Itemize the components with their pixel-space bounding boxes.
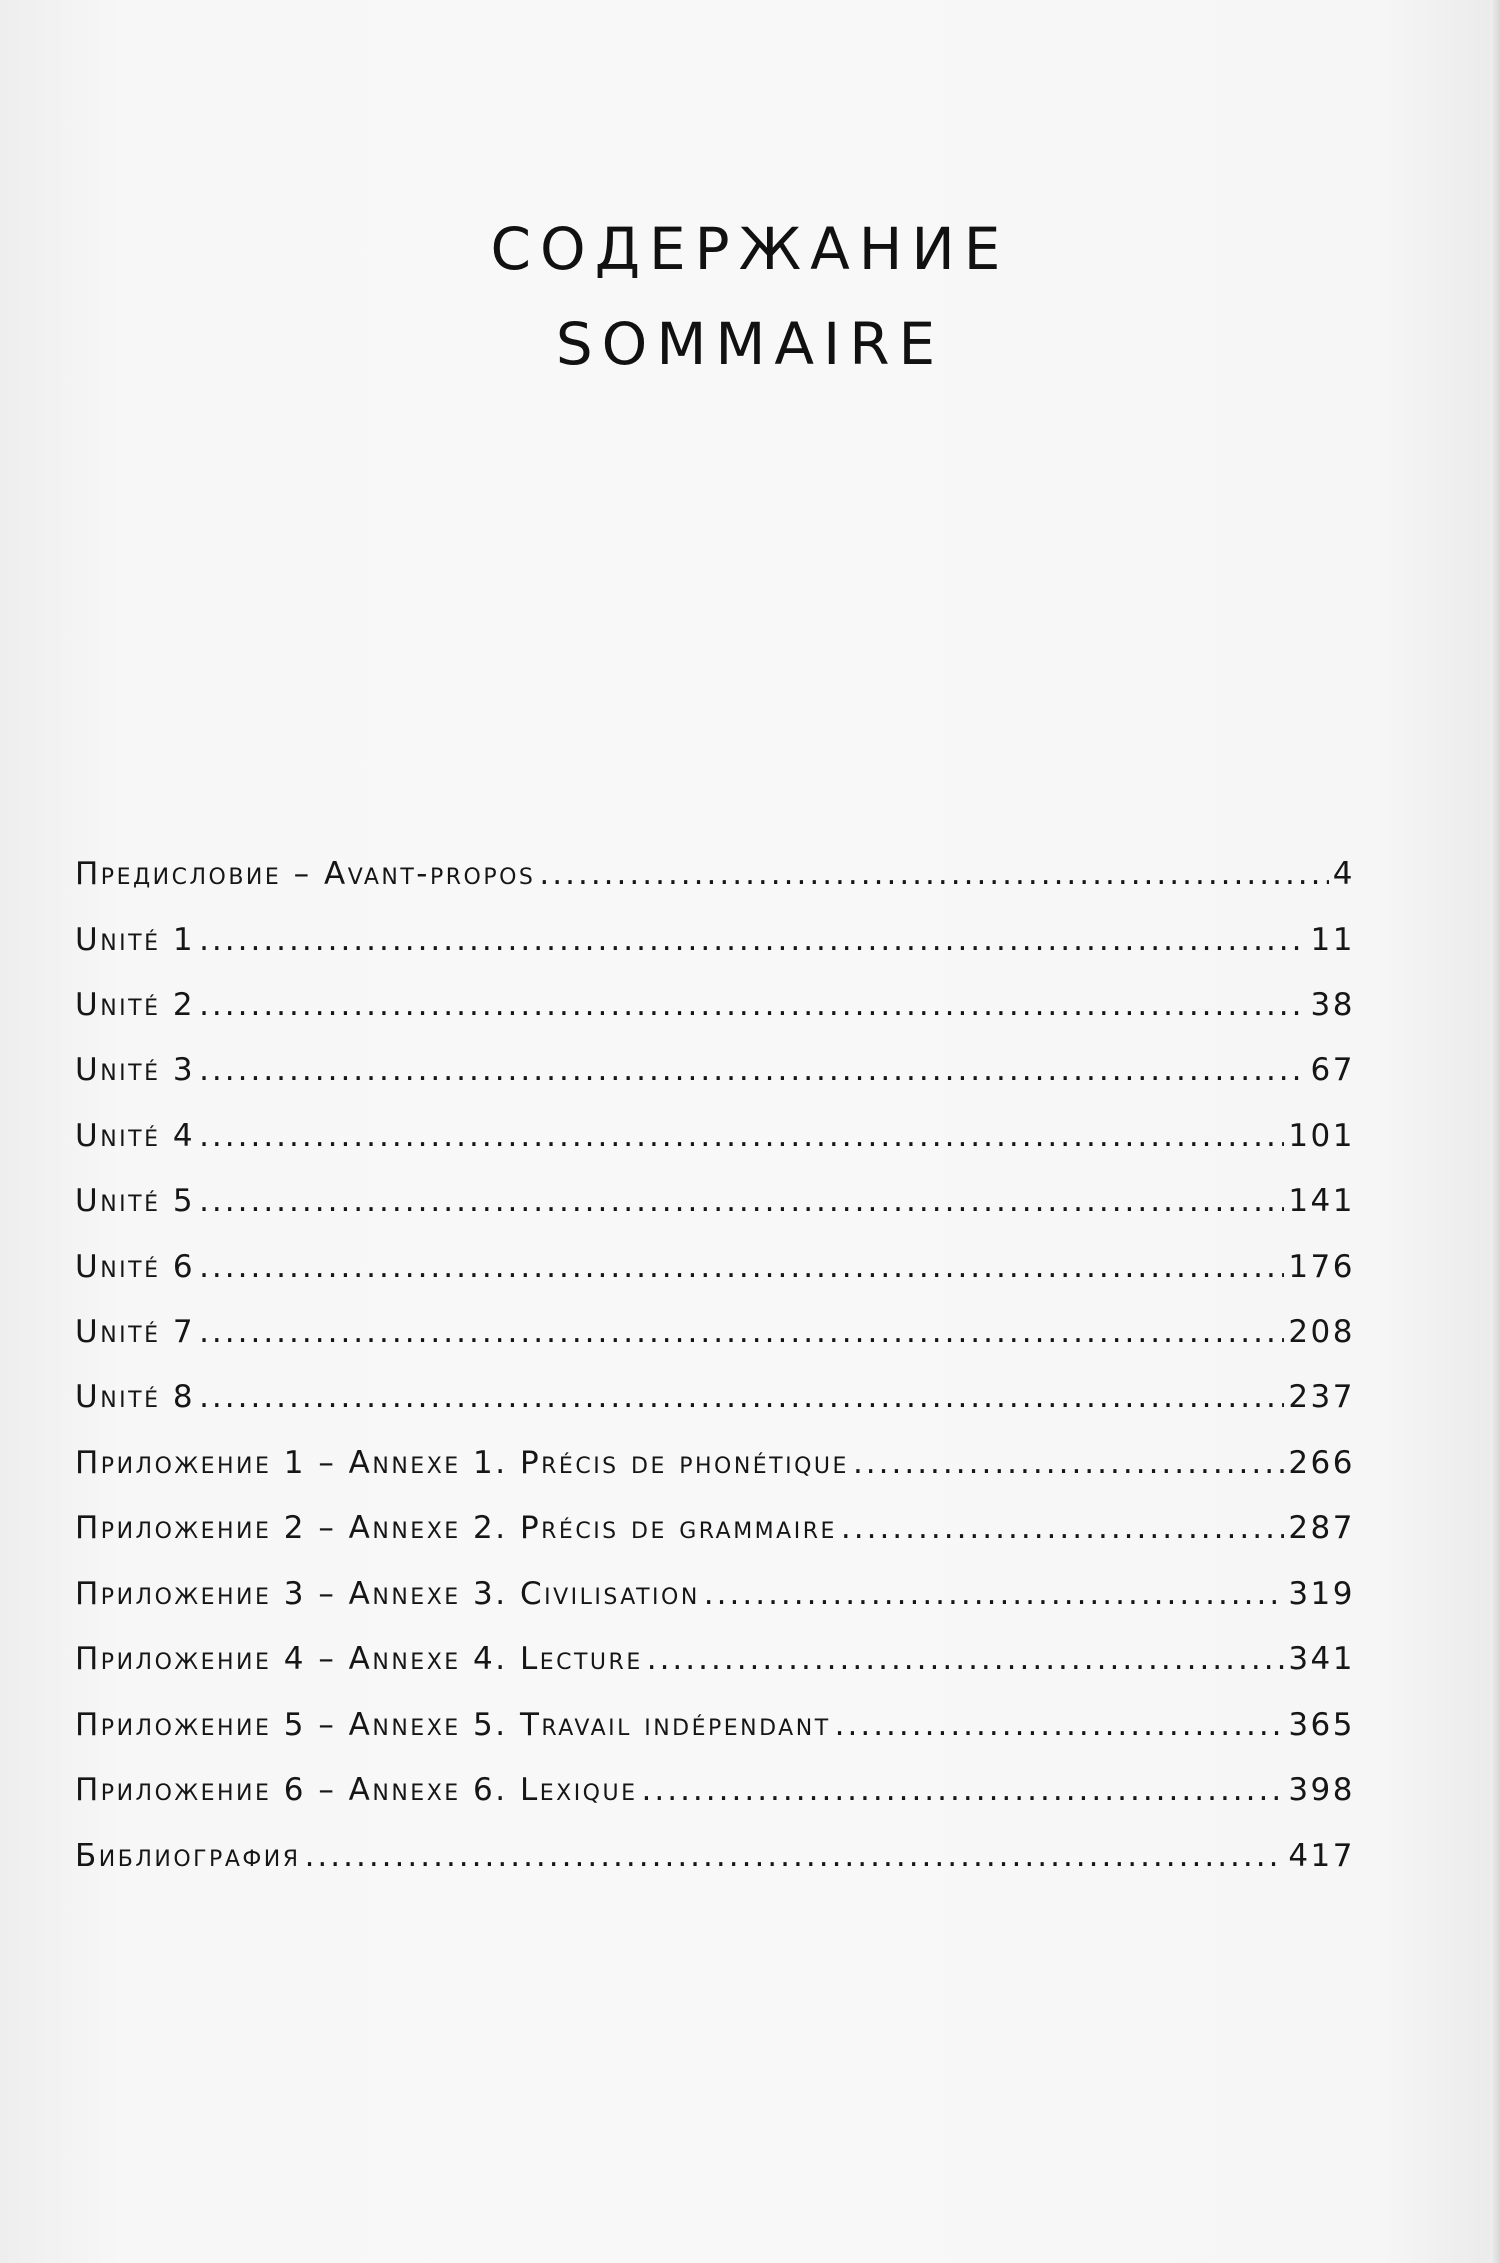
toc-entry-unite-6[interactable] [75, 1249, 1355, 1293]
toc-entry-page: 67 [1310, 1052, 1355, 1088]
toc-entry-page: 266 [1288, 1445, 1355, 1481]
toc-entry-annexe-5[interactable] [75, 1707, 1355, 1751]
toc-entry-label: Приложение 1 – Annexe 1. Précis de phonétique [75, 1445, 849, 1481]
toc-entry-unite-8[interactable] [75, 1379, 1355, 1423]
toc-leader-dots [199, 922, 1306, 958]
toc-entry-label: Unité 8 [75, 1379, 196, 1415]
toc-entry-bibliography[interactable] [75, 1838, 1355, 1882]
toc-leader-dots [199, 987, 1306, 1023]
toc-leader-dots [853, 1445, 1284, 1481]
toc-entry-page: 341 [1288, 1641, 1355, 1677]
toc-entry-page: 4 [1332, 856, 1355, 892]
toc-leader-dots [841, 1510, 1284, 1546]
toc-entry-label: Unité 6 [75, 1249, 196, 1285]
toc-entry-label: Предисловие – Avant-propos [75, 856, 536, 892]
toc-leader-dots [539, 856, 1328, 892]
toc-entry-unite-4[interactable] [75, 1118, 1355, 1162]
toc-entry-label: Unité 7 [75, 1314, 196, 1350]
toc-entry-annexe-1[interactable] [75, 1445, 1355, 1489]
contents-title-fr: SOMMAIRE [555, 310, 945, 378]
toc-entry-label: Unité 1 [75, 922, 196, 958]
toc-leader-dots [199, 1379, 1284, 1415]
toc-entry-page: 287 [1288, 1510, 1355, 1546]
toc-entry-label: Библиография [75, 1838, 301, 1874]
toc-leader-dots [199, 1249, 1284, 1285]
toc-leader-dots [642, 1772, 1285, 1808]
toc-entry-unite-3[interactable] [75, 1052, 1355, 1096]
toc-entry-page: 398 [1288, 1772, 1355, 1808]
toc-entry-label: Приложение 5 – Annexe 5. Travail indépendant [75, 1707, 831, 1743]
toc-entry-label: Приложение 6 – Annexe 6. Lexique [75, 1772, 638, 1808]
toc-entry-label: Приложение 2 – Annexe 2. Précis de grammaire [75, 1510, 837, 1546]
toc-entry-annexe-4[interactable] [75, 1641, 1355, 1685]
toc-leader-dots [199, 1118, 1284, 1154]
toc-entry-label: Unité 3 [75, 1052, 196, 1088]
toc-entry-page: 176 [1288, 1249, 1355, 1285]
toc-entry-label: Unité 5 [75, 1183, 196, 1219]
toc-entry-page: 417 [1288, 1838, 1355, 1874]
toc-entry-unite-7[interactable] [75, 1314, 1355, 1358]
toc-entry-page: 101 [1288, 1118, 1355, 1154]
toc-leader-dots [704, 1576, 1285, 1612]
toc-entry-label: Unité 2 [75, 987, 196, 1023]
toc-entry-annexe-2[interactable] [75, 1510, 1355, 1554]
toc-leader-dots [199, 1314, 1284, 1350]
toc-entry-page: 38 [1310, 987, 1355, 1023]
toc-entry-page: 11 [1310, 922, 1355, 958]
toc-entry-page: 365 [1288, 1707, 1355, 1743]
toc-leader-dots [199, 1052, 1306, 1088]
toc-leader-dots [835, 1707, 1285, 1743]
toc-leader-dots [199, 1183, 1284, 1219]
toc-entry-unite-2[interactable] [75, 987, 1355, 1031]
toc-entry-annexe-3[interactable] [75, 1576, 1355, 1620]
toc-entry-avant-propos[interactable] [75, 856, 1355, 900]
toc-leader-dots [305, 1838, 1285, 1874]
toc-entry-page: 319 [1288, 1576, 1355, 1612]
toc-entry-unite-1[interactable] [75, 922, 1355, 966]
contents-title-ru: СОДЕРЖАНИЕ [490, 215, 1010, 283]
table-of-contents [75, 0, 1355, 2263]
toc-entry-label: Приложение 3 – Annexe 3. Civilisation [75, 1576, 700, 1612]
toc-entry-label: Приложение 4 – Annexe 4. Lecture [75, 1641, 643, 1677]
toc-entry-page: 237 [1288, 1379, 1355, 1415]
toc-entry-label: Unité 4 [75, 1118, 196, 1154]
toc-entry-page: 141 [1288, 1183, 1355, 1219]
toc-entry-annexe-6[interactable] [75, 1772, 1355, 1816]
toc-entry-page: 208 [1288, 1314, 1355, 1350]
toc-leader-dots [647, 1641, 1285, 1677]
toc-entry-unite-5[interactable] [75, 1183, 1355, 1227]
